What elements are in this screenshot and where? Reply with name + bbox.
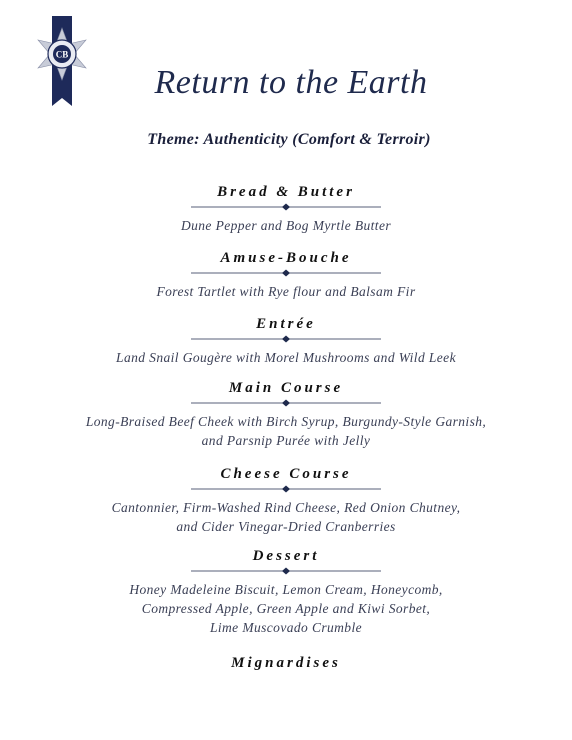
course-description: [0, 216, 572, 235]
course-section: [0, 655, 572, 672]
course-section: [0, 250, 572, 301]
divider-ornament: [191, 399, 381, 407]
divider-ornament: [191, 203, 381, 211]
course-heading: Bread & Butter: [217, 184, 355, 200]
course-heading: Dessert: [252, 548, 320, 564]
course-section: [0, 466, 572, 536]
course-heading: Mignardises: [231, 655, 341, 671]
divider-ornament: [191, 269, 381, 277]
description-line: Lime Muscovado Crumble: [209, 620, 363, 635]
divider-ornament: [191, 485, 381, 493]
description-line: Honey Madeleine Biscuit, Lemon Cream, Honeycomb,: [129, 582, 443, 597]
course-section: [0, 380, 572, 450]
course-heading: Main Course: [228, 380, 344, 396]
svg-text:CB: CB: [55, 49, 69, 60]
course-heading: Amuse-Bouche: [220, 250, 352, 266]
course-section: [0, 184, 572, 235]
description-line: Long-Braised Beef Cheek with Birch Syrup, Burgundy-Style Garnish,: [85, 414, 487, 429]
menu-theme: Theme: Authenticity (Comfort & Terroir): [147, 131, 431, 148]
description-line: Cantonnier, Firm-Washed Rind Cheese, Red Onion Chutney,: [111, 500, 461, 515]
course-description: [0, 498, 572, 536]
menu-title: Return to the Earth: [154, 64, 428, 101]
description-line: Dune Pepper and Bog Myrtle Butter: [180, 218, 392, 233]
description-line: Forest Tartlet with Rye flour and Balsam Fir: [156, 284, 416, 299]
course-section: [0, 548, 572, 637]
course-heading: Cheese Course: [220, 466, 352, 482]
course-description: [0, 348, 572, 367]
course-description: [0, 282, 572, 301]
course-section: [0, 316, 572, 367]
course-heading: Entrée: [256, 316, 316, 332]
divider-ornament: [191, 567, 381, 575]
description-line: and Parsnip Purée with Jelly: [201, 433, 371, 448]
description-line: Land Snail Gougère with Morel Mushrooms and Wild Leek: [116, 350, 456, 365]
description-line: and Cider Vinegar-Dried Cranberries: [176, 519, 396, 534]
course-description: [0, 412, 572, 450]
divider-ornament: [191, 335, 381, 343]
course-description: [0, 580, 572, 637]
description-line: Compressed Apple, Green Apple and Kiwi Sorbet,: [141, 601, 431, 616]
